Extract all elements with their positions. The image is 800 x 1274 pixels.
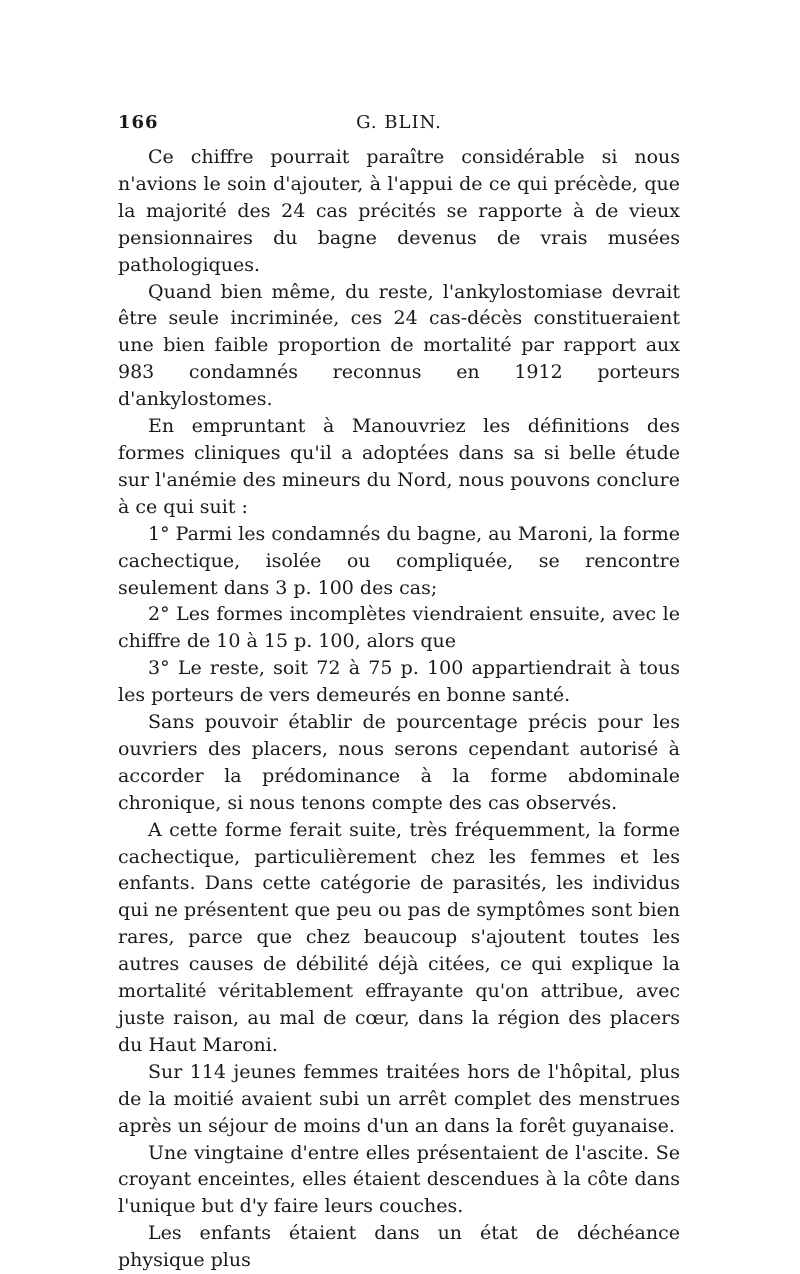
- paragraph: A cette forme ferait suite, très fréquemment, la forme cachectique, particulièrement chez les femmes et les enfants. Dans cette catégorie de parasités, les individus qui ne présentent que peu ou pas de symptômes sont bien rares, parce que chez beaucoup s'ajoutent toutes les autres causes de débilité déjà citées, ce qui explique la mortalité véritablement effrayante qu'on attribue, avec juste raison, au mal de cœur, dans la région des placers du Haut Maroni.: [118, 818, 680, 1056]
- paragraph: Ce chiffre pourrait paraître considérable si nous n'avions le soin d'ajouter, à l'appui de ce qui précède, que la majorité des 24 cas précités se rapporte à de vieux pensionnaires du bagne devenus de vrais musées pathologiques.: [118, 146, 680, 276]
- page-number: 166: [118, 112, 159, 133]
- paragraph: En empruntant à Manouvriez les définitions des formes cliniques qu'il a adoptées dans sa si belle étude sur l'anémie des mineurs du Nord, nous pouvons conclure à ce qui suit :: [118, 415, 680, 518]
- list-item: 2° Les formes incomplètes viendraient ensuite, avec le chiffre de 10 à 15 p. 100, alors que: [118, 603, 680, 653]
- page-header: [118, 112, 680, 140]
- running-head: G. BLIN.: [356, 112, 442, 133]
- paragraph: Les enfants étaient dans un état de déchéance physique plus: [118, 1222, 680, 1272]
- paragraph: Quand bien même, du reste, l'ankylostomiase devrait être seule incriminée, ces 24 cas-décès constitueraient une bien faible proportion de mortalité par rapport aux 983 condamnés reconnus en 1912 porteurs d'ankylostomes.: [118, 280, 680, 411]
- paragraph: Sur 114 jeunes femmes traitées hors de l'hôpital, plus de la moitié avaient subi un arrêt complet des menstrues après un séjour de moins d'un an dans la forêt guyanaise.: [118, 1060, 680, 1137]
- list-item: 1° Parmi les condamnés du bagne, au Maroni, la forme cachectique, isolée ou compliquée, se rencontre seulement dans 3 p. 100 des cas;: [118, 522, 680, 599]
- body-text: [118, 144, 680, 1274]
- paragraph: Sans pouvoir établir de pourcentage précis pour les ouvriers des placers, nous serons cependant autorisé à accorder la prédominance à la forme abdominale chronique, si nous tenons compte des cas observés.: [118, 711, 680, 814]
- list-item: 3° Le reste, soit 72 à 75 p. 100 appartiendrait à tous les porteurs de vers demeurés en bonne santé.: [118, 657, 680, 707]
- paragraph: Une vingtaine d'entre elles présentaient de l'ascite. Se croyant enceintes, elles étaient descendues à la côte dans l'unique but d'y faire leurs couches.: [118, 1141, 680, 1218]
